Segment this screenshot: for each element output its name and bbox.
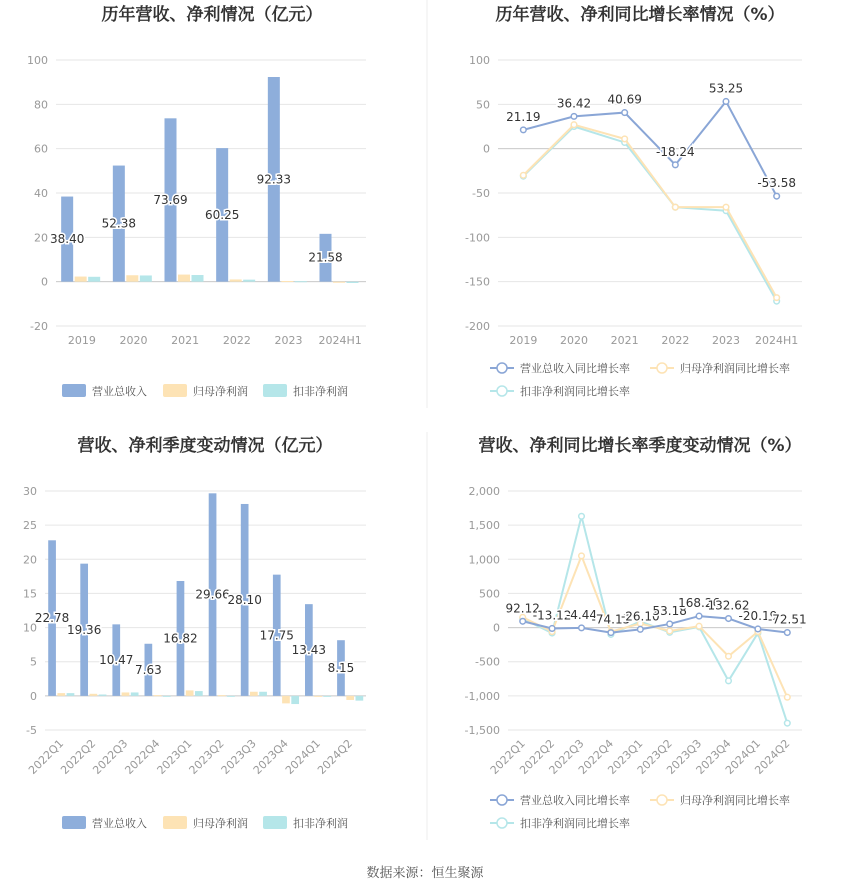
data-point: [667, 628, 673, 634]
bar: [323, 696, 331, 697]
chart-panel-1: [27, 4, 366, 398]
data-label: 53.18: [652, 603, 687, 618]
legend-swatch-marker: [657, 795, 667, 805]
x-tick-label: 2023Q3: [218, 736, 259, 777]
x-tick-label: 2024H1: [755, 334, 799, 347]
y-tick-label: 20: [23, 553, 37, 567]
data-point: [549, 626, 555, 632]
y-tick-label: 60: [34, 142, 48, 156]
data-point: [726, 616, 732, 622]
y-tick-label: -100: [465, 231, 490, 245]
data-label: 36.42: [556, 96, 592, 111]
x-tick-label: 2022: [661, 334, 690, 347]
data-label: 168.26: [678, 596, 721, 611]
y-tick-label: -200: [465, 320, 490, 333]
legend-swatch: [62, 384, 86, 397]
bar: [57, 693, 65, 696]
data-point: [726, 653, 732, 659]
data-point: [571, 122, 577, 128]
data-point: [521, 172, 527, 178]
y-tick-label: 0: [483, 142, 490, 156]
bar: [250, 692, 258, 696]
bar: [333, 282, 345, 283]
bar: [347, 282, 359, 283]
y-tick-label: 2,000: [468, 485, 500, 498]
y-tick-label: 10: [23, 621, 37, 635]
legend-swatch-marker: [497, 363, 507, 373]
data-point: [755, 626, 761, 632]
y-tick-label: -20: [30, 320, 48, 333]
bar: [99, 694, 107, 695]
data-point: [667, 621, 673, 627]
data-point: [622, 110, 628, 116]
x-tick-label: 2020: [119, 334, 148, 347]
bar: [356, 696, 364, 701]
data-point: [696, 613, 702, 619]
data-label: 16.82: [163, 631, 198, 646]
data-label: 92.33: [256, 172, 292, 187]
bar: [186, 690, 194, 695]
x-tick-label: 2019: [509, 334, 538, 347]
legend-swatch: [263, 816, 287, 829]
bar: [126, 275, 138, 281]
chart-title: 营收、净利同比增长率季度变动情况（%）: [478, 436, 802, 456]
chart-title: 历年营收、净利同比增长率情况（%）: [495, 5, 785, 25]
x-tick-label: 2023Q2: [634, 736, 675, 777]
bar: [291, 696, 299, 704]
x-tick-label: 2024H1: [318, 334, 362, 347]
source-note: 数据来源：恒生聚源: [366, 866, 484, 881]
legend-label: 营业总收入同比增长率: [520, 794, 630, 807]
data-label: 60.25: [204, 207, 240, 222]
data-label: 21.58: [308, 250, 343, 265]
data-label: 40.69: [607, 92, 642, 107]
legend-label: 归母净利润: [193, 817, 248, 830]
data-point: [579, 513, 585, 519]
bar: [230, 279, 242, 281]
x-tick-label: 2022Q3: [546, 736, 587, 777]
x-tick-label: 2022Q1: [26, 736, 67, 777]
x-tick-label: 2023Q1: [605, 736, 646, 777]
bar: [131, 692, 139, 695]
bar: [90, 694, 98, 696]
data-label: -53.58: [757, 176, 797, 191]
bar: [281, 281, 293, 282]
data-label: -74.15: [591, 612, 631, 627]
x-tick-label: 2021: [171, 334, 200, 347]
data-point: [608, 630, 614, 636]
chart-title: 营收、净利季度变动情况（亿元）: [77, 436, 333, 456]
series-line: [523, 127, 776, 302]
y-tick-label: 40: [34, 187, 48, 200]
y-tick-label: -150: [465, 275, 490, 289]
bar: [178, 275, 190, 282]
y-tick-label: 15: [23, 587, 37, 601]
data-label: 21.19: [506, 109, 541, 124]
chart-panel-3: [23, 435, 366, 830]
bar: [218, 695, 226, 696]
bar: [122, 692, 130, 695]
y-tick-label: 20: [34, 231, 48, 245]
bar: [163, 696, 171, 697]
y-tick-label: 1,000: [468, 553, 500, 567]
legend-swatch: [163, 816, 187, 829]
y-tick-label: -1,000: [464, 689, 500, 703]
y-tick-label: 0: [41, 275, 48, 289]
x-tick-label: 2023Q4: [250, 736, 291, 777]
legend-label: 扣非净利润: [293, 817, 348, 830]
data-label: -18.24: [655, 144, 695, 159]
bar: [227, 696, 235, 697]
chart-panel-2: [465, 4, 802, 398]
bar: [67, 693, 75, 696]
bar: [295, 281, 307, 282]
x-tick-label: 2022Q1: [487, 736, 528, 777]
legend-swatch-marker: [497, 795, 507, 805]
x-tick-label: 2024Q1: [722, 736, 764, 777]
x-tick-label: 2024Q2: [752, 736, 793, 777]
x-tick-label: 2023: [274, 334, 303, 347]
data-point: [521, 127, 527, 133]
data-label: 132.62: [707, 598, 750, 613]
bar: [192, 275, 204, 282]
data-label: -72.51: [767, 612, 807, 627]
data-label: 8.15: [327, 661, 355, 676]
data-label: -26.10: [620, 609, 660, 624]
bar: [88, 277, 100, 282]
x-tick-label: 2022Q2: [517, 736, 558, 777]
data-point: [723, 204, 729, 210]
x-tick-label: 2023Q2: [186, 736, 227, 777]
bar: [314, 696, 322, 697]
data-point: [723, 99, 729, 105]
y-tick-label: -50: [472, 187, 490, 200]
data-label: 53.25: [708, 81, 744, 96]
bar: [282, 696, 290, 704]
legend-swatch-marker: [657, 363, 667, 373]
data-label: -13.12: [532, 608, 572, 623]
bar: [259, 692, 267, 696]
data-label: 38.40: [49, 232, 85, 247]
legend-label: 扣非净利润同比增长率: [520, 817, 630, 830]
bar: [140, 275, 152, 281]
legend-label: 扣非净利润: [293, 385, 348, 398]
bar: [195, 691, 203, 696]
data-label: 52.38: [101, 216, 137, 231]
x-tick-label: 2022Q3: [90, 736, 131, 777]
legend-swatch: [263, 384, 287, 397]
data-point: [785, 630, 791, 636]
x-tick-label: 2020: [560, 334, 588, 347]
data-point: [638, 627, 644, 633]
legend-label: 归母净利润同比增长率: [680, 362, 790, 375]
x-tick-label: 2019: [67, 334, 96, 347]
data-label: 22.78: [34, 611, 70, 626]
x-tick-label: 2022Q2: [58, 736, 99, 777]
data-point: [696, 623, 702, 629]
data-label: 29.66: [195, 587, 230, 602]
x-tick-label: 2024Q2: [315, 736, 356, 777]
data-point: [726, 678, 732, 684]
y-tick-label: 1,500: [468, 519, 500, 533]
legend-swatch-marker: [497, 386, 507, 396]
chart-panel-4: [465, 435, 807, 830]
series-line: [523, 125, 776, 298]
y-tick-label: -500: [475, 655, 500, 669]
data-point: [571, 114, 577, 120]
bar: [346, 696, 354, 700]
x-tick-label: 2023: [712, 334, 740, 347]
y-tick-label: -5: [26, 724, 37, 737]
x-tick-label: 2023Q1: [154, 736, 195, 777]
data-label: 17.75: [259, 628, 294, 643]
legend-label: 归母净利润同比增长率: [680, 794, 790, 807]
bar: [75, 277, 87, 282]
bar: [154, 695, 162, 696]
x-tick-label: 2021: [610, 334, 639, 347]
legend-label: 扣非净利润同比增长率: [520, 385, 630, 398]
x-tick-label: 2023Q3: [664, 736, 705, 777]
y-tick-label: 80: [34, 98, 48, 112]
data-label: 92.12: [505, 601, 540, 616]
data-point: [579, 553, 585, 559]
data-point: [774, 193, 780, 199]
data-point: [774, 295, 780, 301]
data-point: [520, 618, 526, 624]
data-point: [622, 136, 628, 142]
legend-swatch: [163, 384, 187, 397]
data-point: [785, 720, 791, 726]
data-label: 73.69: [153, 192, 188, 207]
data-label: -20.19: [738, 608, 778, 623]
data-label: 13.43: [291, 643, 327, 658]
data-point: [673, 162, 679, 168]
bar: [243, 280, 255, 282]
legend-label: 营业总收入: [92, 817, 147, 830]
data-point: [673, 204, 679, 210]
y-tick-label: 100: [469, 54, 490, 67]
y-tick-label: 0: [30, 689, 37, 703]
y-tick-label: 5: [30, 655, 37, 669]
legend-label: 归母净利润: [193, 385, 248, 398]
y-tick-label: 500: [479, 587, 500, 601]
y-tick-label: -1,500: [464, 724, 500, 737]
legend-swatch-marker: [497, 818, 507, 828]
data-label: 10.47: [99, 653, 134, 668]
y-tick-label: 25: [23, 519, 37, 533]
x-tick-label: 2024Q1: [282, 736, 323, 777]
data-label: 28.10: [227, 592, 262, 607]
data-point: [579, 625, 585, 631]
data-label: 19.36: [66, 622, 102, 637]
x-tick-label: 2022: [222, 334, 251, 347]
x-tick-label: 2023Q4: [693, 736, 734, 777]
y-tick-label: 50: [476, 98, 490, 112]
x-tick-label: 2022Q4: [122, 736, 163, 777]
x-tick-label: 2022Q4: [575, 736, 617, 777]
data-label: -4.44: [565, 607, 598, 622]
y-tick-label: 30: [23, 485, 37, 498]
legend-label: 营业总收入同比增长率: [520, 362, 630, 375]
legend-label: 营业总收入: [92, 385, 147, 398]
data-label: 7.63: [135, 662, 162, 677]
legend-swatch: [62, 816, 86, 829]
y-tick-label: 0: [493, 621, 500, 635]
chart-title: 历年营收、净利情况（亿元）: [101, 5, 323, 25]
y-tick-label: 100: [27, 54, 48, 67]
data-point: [785, 694, 791, 700]
